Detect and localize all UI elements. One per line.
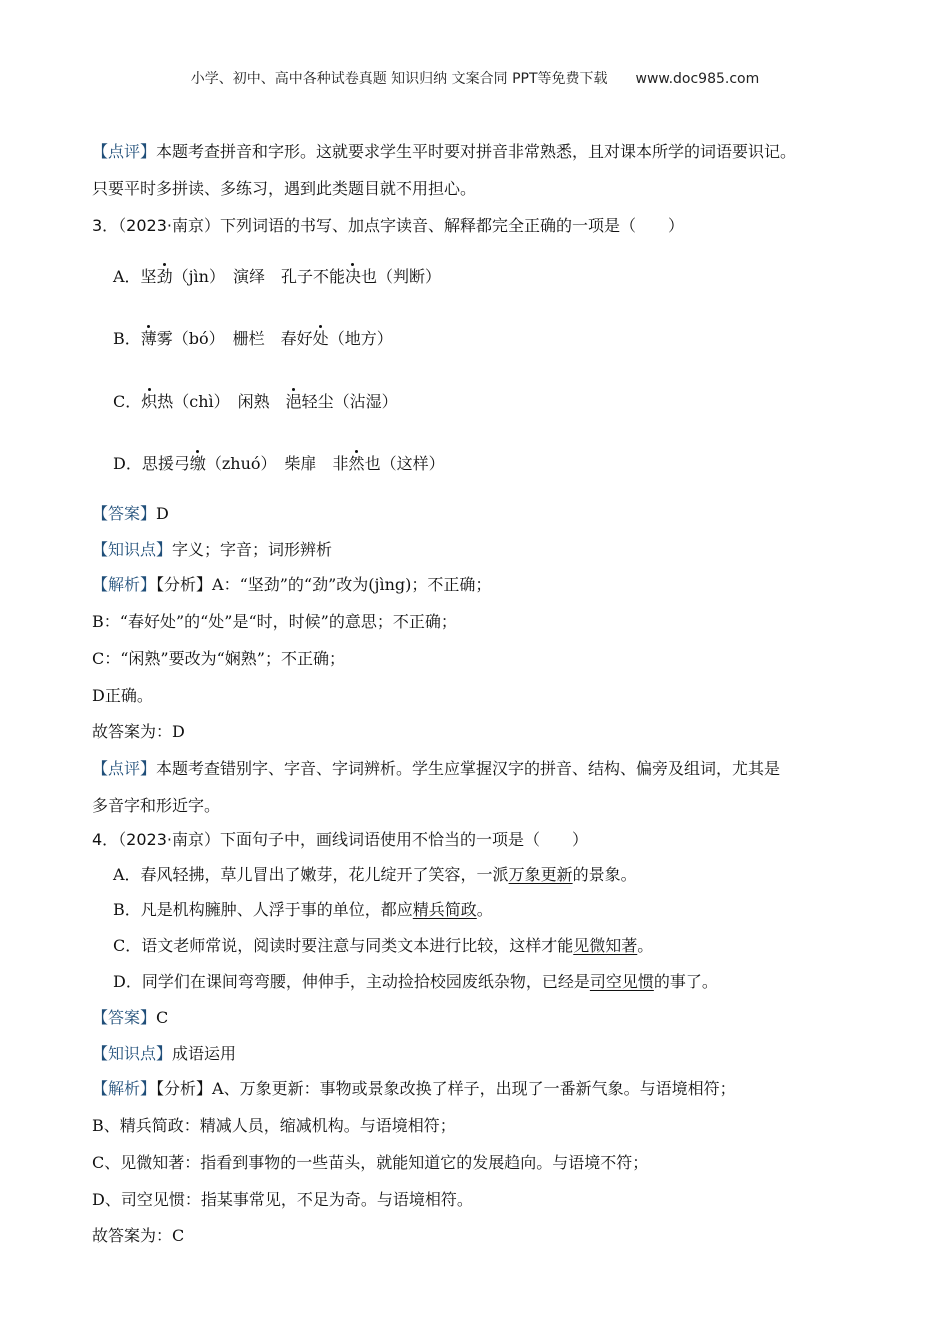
answer-tag: 【答案】	[92, 1008, 157, 1027]
underlined-phrase: 司空见惯	[589, 972, 654, 991]
review-text: 本题考查错别字、字音、字词辨析。学生应掌握汉字的拼音、结构、偏旁及组词，尤其是	[156, 759, 781, 778]
option-text: D．思援弓	[113, 454, 190, 473]
option-text: 轻尘（沾湿）	[301, 392, 398, 411]
answer-tag: 【答案】	[92, 504, 157, 523]
question-4-analysis-line-4: D、司空见惯：指某事常见，不足为奇。与语境相符。	[92, 1190, 473, 1209]
top-review-line-2: 只要平时多拼读、多练习，遇到此类题目就不用担心。	[92, 179, 477, 198]
option-text: 的景象。	[572, 865, 637, 884]
question-3-analysis-line-1	[92, 573, 491, 597]
question-3-analysis-line-4: D正确。	[92, 686, 153, 705]
dotted-char: 决	[345, 265, 361, 289]
option-text: 的事了。	[653, 972, 718, 991]
option-text: C．	[113, 392, 142, 411]
option-text: （地方）	[328, 329, 393, 348]
review-text: 本题考查拼音和字形。这就要求学生平时要对拼音非常熟悉，且对课本所学的词语要识记。	[156, 142, 797, 161]
analysis-text: 【分析】A、万象更新：事物或景象改换了样子，出现了一番新气象。与语境相符；	[156, 1079, 736, 1098]
question-4-knowledge-point	[92, 1042, 236, 1066]
knowledge-tag: 【知识点】	[92, 540, 173, 559]
top-review-line-1	[92, 140, 796, 164]
question-4-analysis-line-5: 故答案为：C	[92, 1226, 185, 1245]
option-text: B．	[113, 329, 141, 348]
question-3-option-c	[92, 390, 398, 414]
question-3-knowledge-point	[92, 538, 332, 562]
option-text: D．同学们在课间弯弯腰，伸伸手，主动捡拾校园废纸杂物，已经是	[113, 972, 590, 991]
option-text: （jìn） 演绎 孔子不能	[172, 267, 345, 286]
question-4-option-c	[92, 934, 653, 958]
knowledge-text: 成语运用	[172, 1044, 237, 1063]
question-4-analysis-line-3: C、见微知著：指看到事物的一些苗头，就能知道它的发展趋向。与语境不符；	[92, 1153, 649, 1172]
dotted-char: 薄	[141, 327, 157, 351]
dotted-char: 浥	[286, 390, 302, 414]
dotted-char: 缴	[190, 452, 206, 476]
analysis-text: 【分析】A：“坚劲”的“劲”改为(jìng)；不正确；	[156, 575, 492, 594]
header-site-link[interactable]: www.doc985.com	[635, 71, 760, 87]
question-4-analysis-line-2: B、精兵简政：精减人员，缩减机构。与语境相符；	[92, 1116, 456, 1135]
question-4-analysis-line-1	[92, 1077, 736, 1101]
dotted-char: 处	[313, 327, 329, 351]
review-tag: 【点评】	[92, 759, 157, 778]
option-text: C．语文老师常说，阅读时要注意与同类文本进行比较，这样才能	[113, 936, 574, 955]
question-4-stem: 4．（2023·南京）下面句子中，画线词语使用不恰当的一项是（ ）	[92, 830, 588, 849]
option-text: 。	[637, 936, 654, 955]
dotted-char: 然	[349, 452, 365, 476]
question-3-option-a	[92, 265, 441, 289]
option-text: A．坚	[113, 267, 157, 286]
option-text: A．春风轻拂，草儿冒出了嫩芽，花儿绽开了笑容，一派	[113, 865, 509, 884]
option-text: 热（chì） 闲熟	[157, 392, 286, 411]
underlined-phrase: 见微知著	[573, 936, 638, 955]
analysis-tag: 【解析】	[92, 575, 157, 594]
dotted-char: 炽	[141, 390, 157, 414]
question-3-answer	[92, 502, 169, 526]
question-4-answer	[92, 1006, 168, 1030]
underlined-phrase: 精兵简政	[412, 900, 477, 919]
analysis-tag: 【解析】	[92, 1079, 157, 1098]
question-3-review-line-2: 多音字和形近字。	[92, 796, 221, 815]
option-text: （zhuó） 柴扉 非	[205, 454, 349, 473]
dotted-char: 劲	[157, 265, 173, 289]
question-3-analysis-line-2: B：“春好处”的“处”是“时，时候”的意思；不正确；	[92, 612, 457, 631]
option-text: B．凡是机构臃肿、人浮于事的单位，都应	[113, 900, 413, 919]
question-4-option-d	[92, 970, 718, 994]
question-3-review-line-1	[92, 757, 780, 781]
page-header	[0, 68, 950, 88]
question-3-option-b	[92, 327, 393, 351]
option-text: 。	[476, 900, 493, 919]
answer-value: D	[156, 504, 169, 523]
question-3-analysis-line-3: C：“闲熟”要改为“娴熟”；不正确；	[92, 649, 345, 668]
question-3-stem: 3．（2023·南京）下列词语的书写、加点字读音、解释都完全正确的一项是（ ）	[92, 216, 684, 235]
header-text: 小学、初中、高中各种试卷真题 知识归纳 文案合同 PPT等免费下载	[190, 71, 608, 87]
underlined-phrase: 万象更新	[508, 865, 573, 884]
question-4-option-b	[92, 898, 493, 922]
knowledge-tag: 【知识点】	[92, 1044, 173, 1063]
option-text: 也（判断）	[360, 267, 441, 286]
question-4-option-a	[92, 863, 637, 887]
question-3-analysis-line-5: 故答案为：D	[92, 722, 185, 741]
knowledge-text: 字义；字音；词形辨析	[172, 540, 333, 559]
option-text: 也（这样）	[364, 454, 445, 473]
option-text: 雾（bó） 栅栏 春好	[156, 329, 313, 348]
answer-value: C	[156, 1008, 169, 1027]
review-tag: 【点评】	[92, 142, 157, 161]
question-3-option-d	[92, 452, 445, 476]
